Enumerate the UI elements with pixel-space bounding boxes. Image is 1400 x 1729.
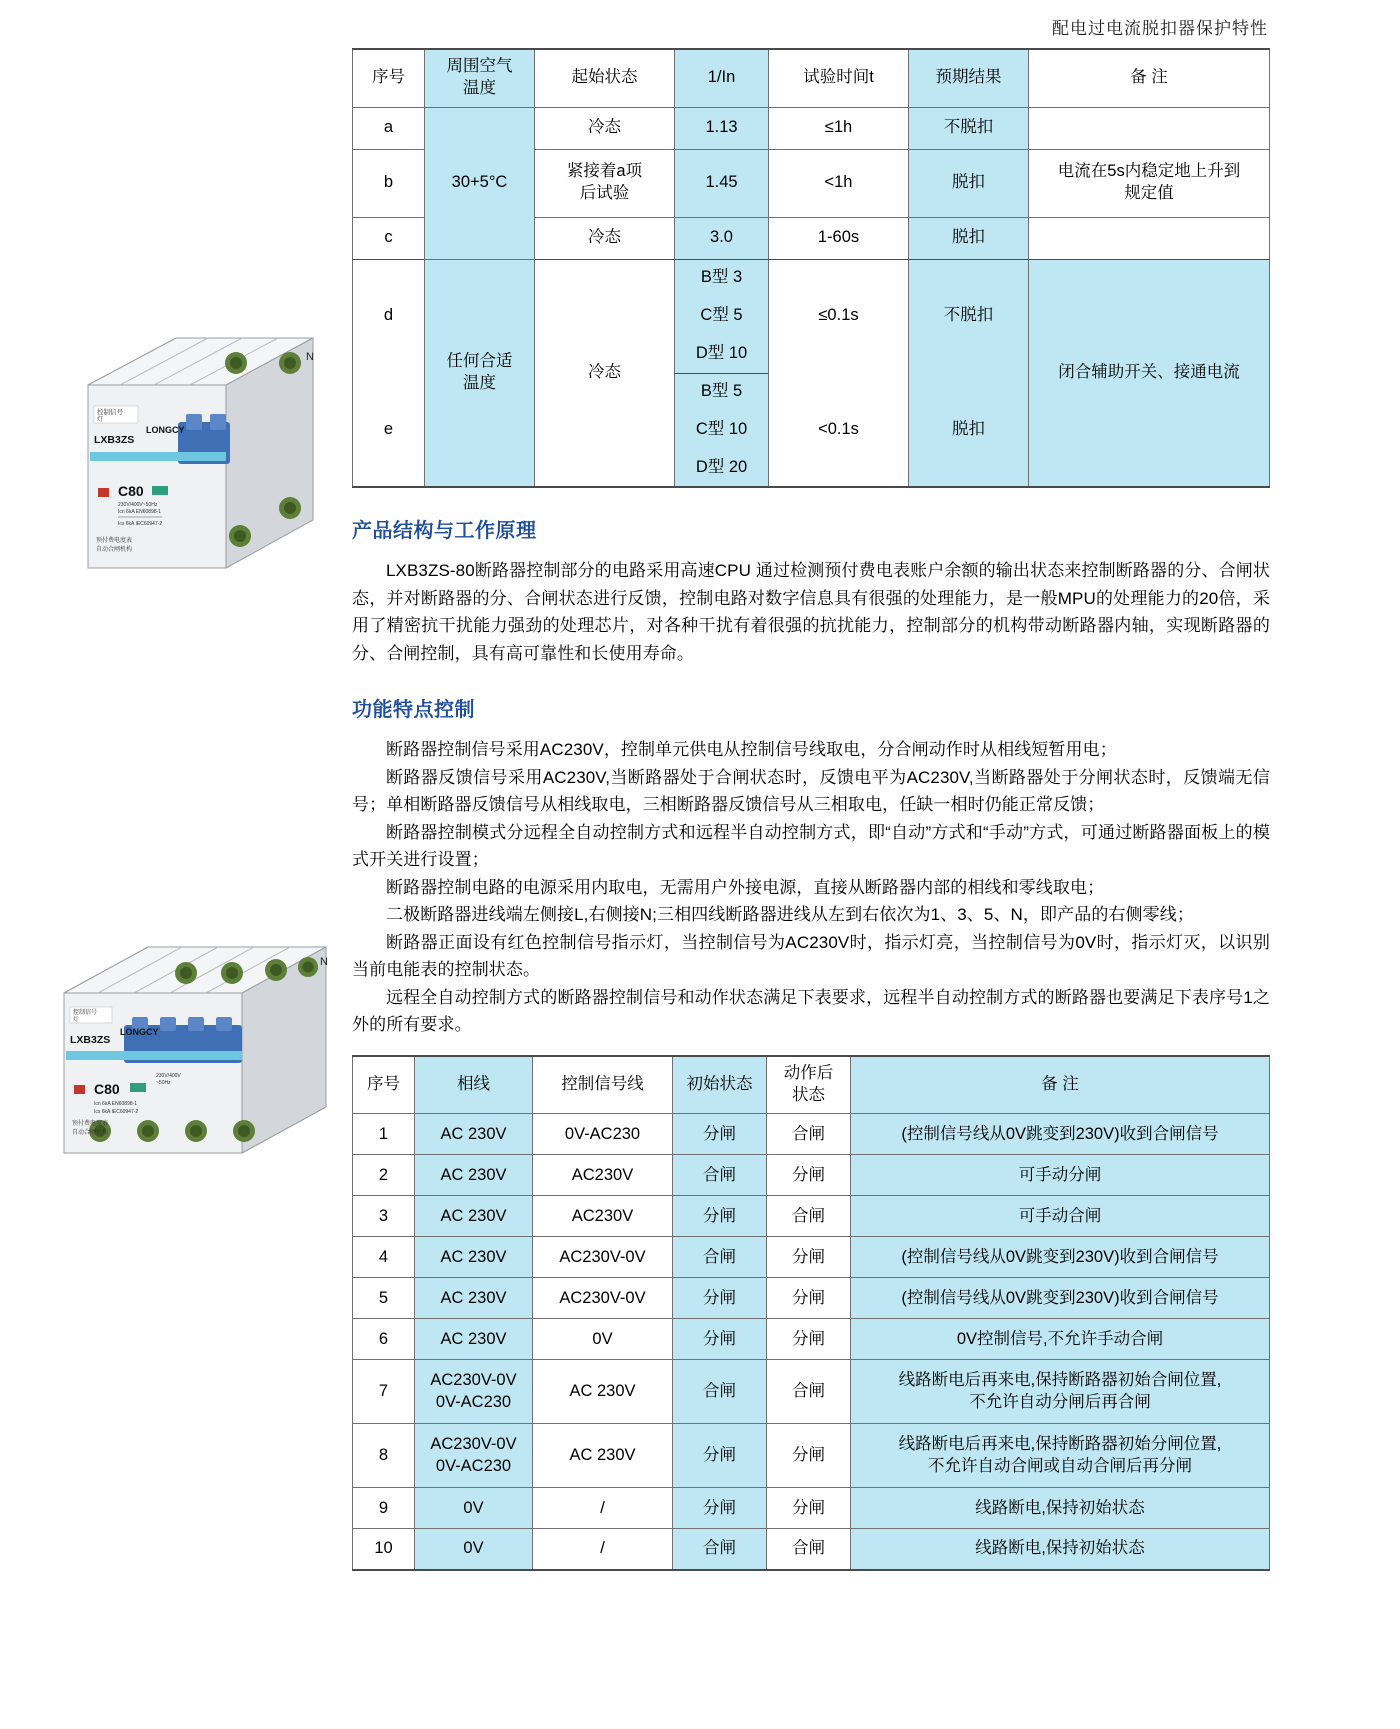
table-overcurrent-protection xyxy=(352,48,1270,488)
table-control-signal-states xyxy=(352,1055,1270,1571)
svg-text:LONGCY: LONGCY xyxy=(120,1027,159,1037)
t2-r9-initial: 分闸 xyxy=(673,1488,767,1529)
section-heading-features: 功能特点控制 xyxy=(352,699,475,722)
svg-text:控制信号: 控制信号 xyxy=(73,1010,98,1016)
t2-r1-after: 合闸 xyxy=(767,1114,851,1155)
t2-r7-initial: 合闸 xyxy=(673,1360,767,1424)
svg-text:C80: C80 xyxy=(118,483,144,499)
t2-r4-remark: (控制信号线从0V跳变到230V)收到合闸信号 xyxy=(851,1237,1270,1278)
svg-text:自动合闸机构: 自动合闸机构 xyxy=(96,547,133,553)
section2-paragraph-6: 断路器正面设有红色控制信号指示灯，当控制信号为AC230V时，指示灯亮，当控制信号为0V时，指示灯灭，以识别当前电能表的控制状态。 xyxy=(352,932,1270,980)
t1-a-initial: 冷态 xyxy=(535,107,675,149)
t1-a-time: ≤1h xyxy=(769,107,909,149)
t2-r6-after: 分闸 xyxy=(767,1319,851,1360)
t2-r5-remark: (控制信号线从0V跳变到230V)收到合闸信号 xyxy=(851,1278,1270,1319)
t1-e-ratio-b: B型 5 xyxy=(675,373,769,411)
t1-d-time: ≤0.1s xyxy=(769,259,909,373)
t1-e-ratio-d: D型 20 xyxy=(675,449,769,487)
t2-r8-initial: 分闸 xyxy=(673,1424,767,1488)
t2-r8-remark xyxy=(851,1424,1270,1488)
svg-text:预付费电度表: 预付费电度表 xyxy=(72,1121,109,1127)
svg-text:N: N xyxy=(306,351,314,363)
t2-r9-signal: / xyxy=(533,1488,673,1529)
t1-b-remark-l2: 规定值 xyxy=(1124,184,1174,202)
t2-r3-signal: AC230V xyxy=(533,1196,673,1237)
t2-r2-after: 分闸 xyxy=(767,1155,851,1196)
table-row xyxy=(353,1529,1270,1570)
table1-row-a xyxy=(353,107,1270,149)
t1-a-remark xyxy=(1029,107,1270,149)
t2-r8-phase-l2: 0V-AC230 xyxy=(435,1456,512,1475)
t2-r9-remark: 线路断电,保持初始状态 xyxy=(851,1488,1270,1529)
svg-text:230V/400V: 230V/400V xyxy=(156,1073,181,1079)
t2-r2-initial: 合闸 xyxy=(673,1155,767,1196)
table-row xyxy=(353,1424,1270,1488)
t1-a-result: 不脱扣 xyxy=(909,107,1029,149)
t2-r2-remark: 可手动分闸 xyxy=(851,1155,1270,1196)
svg-text:N: N xyxy=(320,956,328,968)
t2-r5-after: 分闸 xyxy=(767,1278,851,1319)
svg-text:自动合闸机构: 自动合闸机构 xyxy=(72,1130,109,1136)
t2-r4-phase: AC 230V xyxy=(415,1237,533,1278)
t2-r4-after: 分闸 xyxy=(767,1237,851,1278)
t1-temp-30c: 30+5°C xyxy=(425,107,535,259)
t2-r7-signal: AC 230V xyxy=(533,1360,673,1424)
section2-paragraph-3: 断路器控制模式分远程全自动控制方式和远程半自动控制方式，即“自动”方式和“手动”方式，可通过断路器面板上的模式开关进行设置； xyxy=(352,822,1270,870)
t2-th-remark: 备 注 xyxy=(851,1056,1270,1114)
t2-r4-no: 4 xyxy=(353,1237,415,1278)
t2-r3-remark: 可手动合闸 xyxy=(851,1196,1270,1237)
t2-r6-phase: AC 230V xyxy=(415,1319,533,1360)
th-ratio: 1/In xyxy=(675,49,769,107)
t1-e-result: 脱扣 xyxy=(909,373,1029,487)
svg-text:灯: 灯 xyxy=(73,1017,79,1023)
section2-paragraph-1: 断路器控制信号采用AC230V，控制单元供电从控制信号线取电，分合闸动作时从相线短暂用电； xyxy=(386,740,1117,760)
t1-temp-any-l1: 任何合适 xyxy=(446,351,513,370)
t1-b-remark xyxy=(1029,149,1270,217)
table2-header-row xyxy=(353,1056,1270,1114)
table-row xyxy=(353,1155,1270,1196)
t1-b-result: 脱扣 xyxy=(909,149,1029,217)
t1-a-ratio: 1.13 xyxy=(675,107,769,149)
section-heading-structure: 产品结构与工作原理 xyxy=(352,520,537,542)
t2-r7-phase-l2: 0V-AC230 xyxy=(435,1392,512,1411)
t2-r10-remark: 线路断电,保持初始状态 xyxy=(851,1529,1270,1570)
t2-r6-initial: 分闸 xyxy=(673,1319,767,1360)
t2-r5-initial: 分闸 xyxy=(673,1278,767,1319)
page-header-title: 配电过电流脱扣器保护特性 xyxy=(1052,19,1268,38)
table-row xyxy=(353,1360,1270,1424)
t2-r7-after: 合闸 xyxy=(767,1360,851,1424)
t2-r8-after: 分闸 xyxy=(767,1424,851,1488)
t2-r6-remark: 0V控制信号,不允许手动合闸 xyxy=(851,1319,1270,1360)
table-row xyxy=(353,1114,1270,1155)
t2-r10-phase: 0V xyxy=(415,1529,533,1570)
svg-text:Icn 6kA EN60898-1: Icn 6kA EN60898-1 xyxy=(118,509,162,515)
table1-row-d-sub1 xyxy=(353,259,1270,297)
t2-r1-phase: AC 230V xyxy=(415,1114,533,1155)
t1-d-ratio-d: D型 10 xyxy=(675,335,769,373)
svg-text:LONGCY: LONGCY xyxy=(146,425,185,435)
t1-c-result: 脱扣 xyxy=(909,217,1029,259)
t1-c-initial: 冷态 xyxy=(535,217,675,259)
t1-temp-any-l2: 温度 xyxy=(463,373,496,392)
th-ambient-temp xyxy=(425,49,535,107)
t2-r4-signal: AC230V-0V xyxy=(533,1237,673,1278)
t2-r10-initial: 合闸 xyxy=(673,1529,767,1570)
t2-r8-phase xyxy=(415,1424,533,1488)
svg-text:Icn 6kA EN60898-1: Icn 6kA EN60898-1 xyxy=(94,1101,138,1107)
t1-e-no: e xyxy=(353,373,425,487)
th-no: 序号 xyxy=(353,49,425,107)
t2-r8-no: 8 xyxy=(353,1424,415,1488)
table-row xyxy=(353,1278,1270,1319)
t1-b-initial xyxy=(535,149,675,217)
t2-r2-no: 2 xyxy=(353,1155,415,1196)
t1-b-ratio: 1.45 xyxy=(675,149,769,217)
t2-th-after-l1: 动作后 xyxy=(783,1064,834,1083)
t1-c-no: c xyxy=(353,217,425,259)
t2-r7-phase xyxy=(415,1360,533,1424)
t2-r6-no: 6 xyxy=(353,1319,415,1360)
t1-d-no: d xyxy=(353,259,425,373)
t2-r8-signal: AC 230V xyxy=(533,1424,673,1488)
t2-th-after-l2: 状态 xyxy=(792,1086,825,1105)
table-row xyxy=(353,1237,1270,1278)
t1-temp-any xyxy=(425,259,535,487)
table-row xyxy=(353,1196,1270,1237)
t1-de-initial: 冷态 xyxy=(535,259,675,487)
t1-d-ratio-b: B型 3 xyxy=(675,259,769,297)
t2-r8-remark-l1: 线路断电后再来电,保持断路器初始分闸位置, xyxy=(898,1435,1222,1454)
t2-th-signal: 控制信号线 xyxy=(533,1056,673,1114)
t2-r1-signal: 0V-AC230 xyxy=(533,1114,673,1155)
section1-paragraph: LXB3ZS-80断路器控制部分的电路采用高速CPU 通过检测预付费电表账户余额的输出状态来控制断路器的分、合闸状态，并对断路器的分、合闸状态进行反馈，控制电路对数字信息具有很强的处理能力，是一般MPU的处理能力的20倍，采用了精密抗干扰能力强劲的处理芯片，对各种干扰有着很强的抗扰能力，控制部分的机构带动断路器内轴，实现断路器的分、合闸控制，具有高可靠性和长使用寿命。 xyxy=(352,561,1270,663)
t2-r5-signal: AC230V-0V xyxy=(533,1278,673,1319)
t2-r10-after: 合闸 xyxy=(767,1529,851,1570)
t2-th-phase: 相线 xyxy=(415,1056,533,1114)
t1-de-remark: 闭合辅助开关、接通电流 xyxy=(1029,259,1270,487)
th-remark: 备 注 xyxy=(1029,49,1270,107)
t2-r7-remark xyxy=(851,1360,1270,1424)
main-content xyxy=(352,48,1270,1571)
section2-paragraph-7: 远程全自动控制方式的断路器控制信号和动作状态满足下表要求，远程半自动控制方式的断路器也要满足下表序号1之外的所有要求。 xyxy=(352,987,1270,1035)
t1-b-remark-l1: 电流在5s内稳定地上升到 xyxy=(1057,162,1241,181)
t1-e-time: <0.1s xyxy=(769,373,909,487)
section2-paragraph-2: 断路器反馈信号采用AC230V,当断路器处于合闸状态时，反馈电平为AC230V,当断路器处于分闸状态时，反馈端无信号；单相断路器反馈信号从相线取电，三相断路器反馈信号从三相取电，任缺一相时仍能正常反馈； xyxy=(352,767,1270,815)
svg-text:LXB3ZS: LXB3ZS xyxy=(94,434,135,446)
t2-r8-remark-l2: 不允许自动合闸或自动合闸后再分闸 xyxy=(928,1456,1192,1475)
t2-r10-signal: / xyxy=(533,1529,673,1570)
t1-d-ratio-c: C型 5 xyxy=(675,297,769,335)
t2-r7-phase-l1: AC230V-0V xyxy=(430,1371,517,1390)
t2-r1-no: 1 xyxy=(353,1114,415,1155)
t2-r1-remark: (控制信号线从0V跳变到230V)收到合闸信号 xyxy=(851,1114,1270,1155)
t1-d-result: 不脱扣 xyxy=(909,259,1029,373)
t2-r3-initial: 分闸 xyxy=(673,1196,767,1237)
svg-text:~50Hz: ~50Hz xyxy=(156,1080,171,1086)
t2-r8-phase-l1: AC230V-0V xyxy=(430,1435,517,1454)
t2-th-no: 序号 xyxy=(353,1056,415,1114)
t2-r7-remark-l2: 不允许自动分闸后再合闸 xyxy=(969,1392,1151,1411)
t1-b-time: <1h xyxy=(769,149,909,217)
section2-paragraph-group xyxy=(352,736,1270,1039)
t2-r1-initial: 分闸 xyxy=(673,1114,767,1155)
product-photo-2pole xyxy=(58,310,323,575)
svg-text:LXB3ZS: LXB3ZS xyxy=(70,1034,111,1046)
t2-r9-after: 分闸 xyxy=(767,1488,851,1529)
t1-b-initial-l2: 后试验 xyxy=(579,184,630,202)
t2-r7-no: 7 xyxy=(353,1360,415,1424)
table-row xyxy=(353,1488,1270,1529)
t2-r6-signal: 0V xyxy=(533,1319,673,1360)
table1-header-row xyxy=(353,49,1270,107)
table-row xyxy=(353,1319,1270,1360)
t1-b-no: b xyxy=(353,149,425,217)
t1-c-remark xyxy=(1029,217,1270,259)
t2-r3-after: 合闸 xyxy=(767,1196,851,1237)
th-ambient-temp-l2: 温度 xyxy=(463,79,496,98)
svg-text:控制信号: 控制信号 xyxy=(97,409,123,416)
svg-text:Ics 6kA IEC60947-2: Ics 6kA IEC60947-2 xyxy=(118,521,163,527)
t2-r3-no: 3 xyxy=(353,1196,415,1237)
t2-r5-phase: AC 230V xyxy=(415,1278,533,1319)
t2-r7-remark-l1: 线路断电后再来电,保持断路器初始合闸位置, xyxy=(898,1371,1222,1390)
t1-c-time: 1-60s xyxy=(769,217,909,259)
th-test-time: 试验时间t xyxy=(769,49,909,107)
section2-paragraph-5: 二极断路器进线端左侧接L,右侧接N;三相四线断路器进线从左到右依次为1、3、5、N，即产品的右侧零线； xyxy=(386,905,1194,925)
t2-r4-initial: 合闸 xyxy=(673,1237,767,1278)
svg-text:灯: 灯 xyxy=(97,417,104,423)
t1-a-no: a xyxy=(353,107,425,149)
svg-text:C80: C80 xyxy=(94,1081,120,1097)
t2-th-after xyxy=(767,1056,851,1114)
t2-r2-phase: AC 230V xyxy=(415,1155,533,1196)
product-photo-4pole xyxy=(36,925,336,1180)
th-expected-result: 预期结果 xyxy=(909,49,1029,107)
t2-r5-no: 5 xyxy=(353,1278,415,1319)
svg-text:预付费电度表: 预付费电度表 xyxy=(96,538,133,544)
t2-r9-phase: 0V xyxy=(415,1488,533,1529)
t1-e-ratio-c: C型 10 xyxy=(675,411,769,449)
t2-r3-phase: AC 230V xyxy=(415,1196,533,1237)
section2-paragraph-4: 断路器控制电路的电源采用内取电，无需用户外接电源，直接从断路器内部的相线和零线取电； xyxy=(386,877,1105,897)
th-ambient-temp-l1: 周围空气 xyxy=(446,57,513,76)
svg-text:Ics 6kA IEC60947-2: Ics 6kA IEC60947-2 xyxy=(94,1109,139,1115)
t1-c-ratio: 3.0 xyxy=(675,217,769,259)
t2-r9-no: 9 xyxy=(353,1488,415,1529)
th-initial-state: 起始状态 xyxy=(535,49,675,107)
t2-th-initial: 初始状态 xyxy=(673,1056,767,1114)
t2-r10-no: 10 xyxy=(353,1529,415,1570)
svg-text:230V/400V~50Hz: 230V/400V~50Hz xyxy=(118,502,158,508)
t1-b-initial-l1: 紧接着a项 xyxy=(566,162,643,181)
t2-r2-signal: AC230V xyxy=(533,1155,673,1196)
